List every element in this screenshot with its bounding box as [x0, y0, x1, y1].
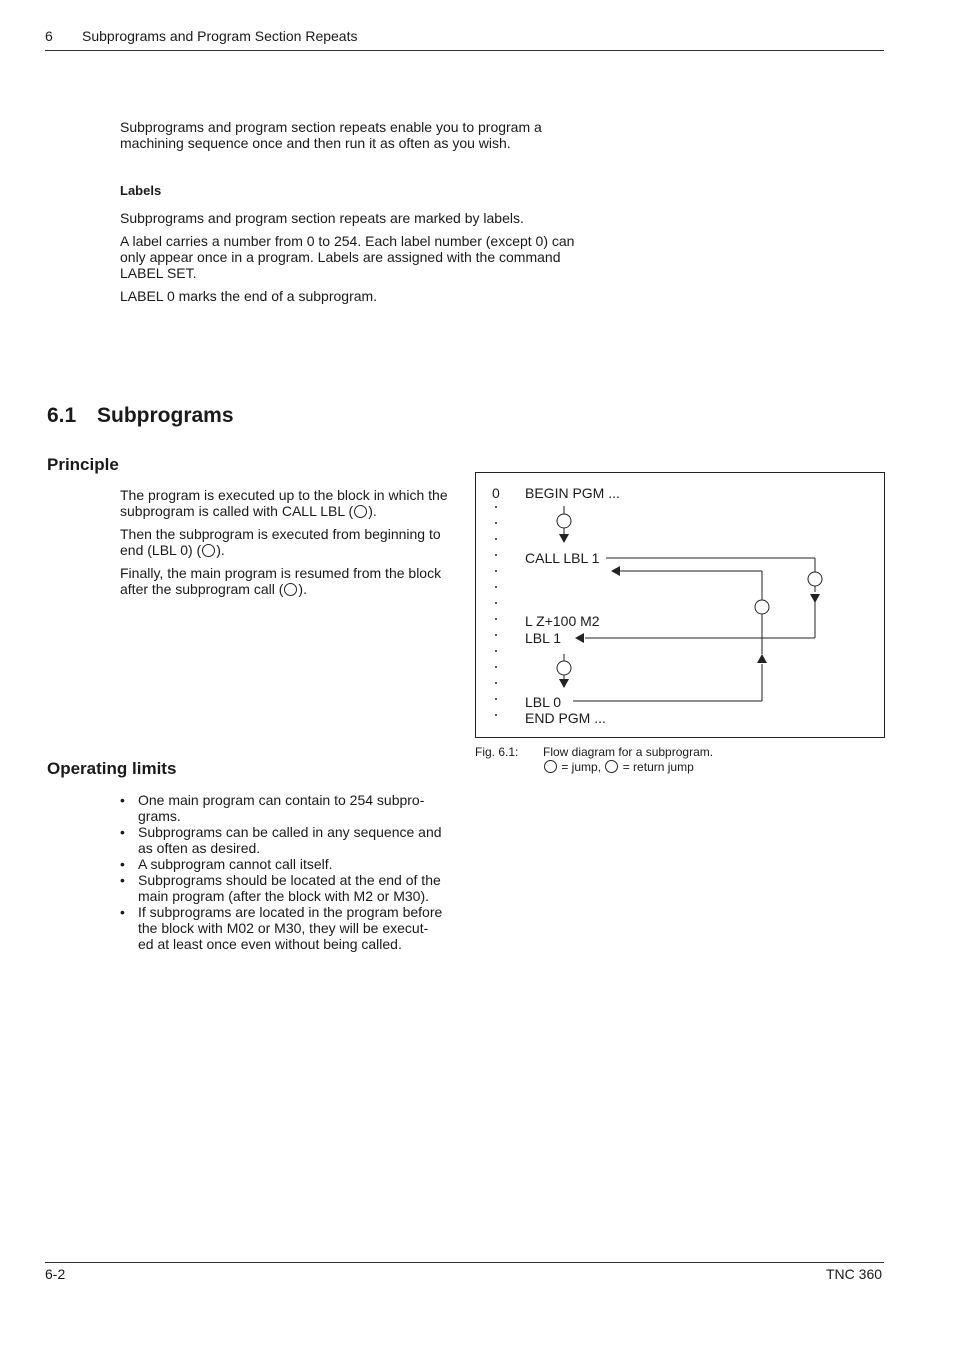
running-header-title: Subprograms and Program Section Repeats: [82, 28, 358, 44]
legend-jump: = jump,: [561, 760, 602, 774]
page-number: 6-2: [45, 1266, 66, 1282]
labels-paragraph-3: LABEL 0 marks the end of a subprogram.: [120, 288, 378, 304]
principle-paragraph-3: Finally, the main program is resumed from the block after the subprogram call ( ).: [120, 565, 442, 597]
principle-body: [120, 487, 460, 604]
legend-return: = return jump: [622, 760, 694, 774]
line-call-lbl: CALL LBL 1: [525, 550, 600, 566]
operating-limits-heading: Operating limits: [47, 759, 177, 778]
product-name: TNC 360: [826, 1266, 883, 1282]
labels-paragraph-1: Subprograms and program section repeats are marked by labels.: [120, 210, 524, 226]
return-circle-icon: [284, 583, 297, 596]
jump-circle-icon: [202, 544, 215, 557]
line-l-z: L Z+100 M2: [525, 613, 600, 629]
subprogram-flow-diagram: [475, 472, 885, 738]
list-item: • One main program can contain to 254 subpro- grams.: [120, 792, 460, 824]
footer-rule: [45, 1262, 884, 1263]
block-number-label: 0: [492, 485, 500, 501]
section-number: 6.1: [47, 404, 77, 427]
dotted-line-numbers: [495, 506, 497, 716]
caption-text: Flow diagram for a subprogram.: [543, 745, 714, 759]
caption-label: Fig. 6.1:: [475, 745, 519, 759]
list-item: • A subprogram cannot call itself.: [120, 856, 460, 872]
list-item: • If subprograms are located in the program before the block with M02 or M30, they will be execut- ed at least once even without being called.: [120, 904, 460, 952]
jump-circle-icon: [557, 514, 571, 528]
list-item: • Subprograms should be located at the end of the main program (after the block with M2 or M30).: [120, 872, 460, 904]
jump-circle-icon: [354, 505, 367, 518]
operating-limits-list: [120, 792, 460, 952]
figure-caption: [475, 745, 713, 775]
principle-paragraph-2: Then the subprogram is executed from beginning to end (LBL 0) ( ).: [120, 526, 441, 558]
labels-heading: Labels: [120, 183, 162, 198]
section-name: Subprograms: [97, 404, 234, 427]
labels-paragraph-2: A label carries a number from 0 to 254. Each label number (except 0) can only appear once in a program. Labels are assigned with the command LABEL SET.: [120, 233, 575, 281]
line-end-pgm: END PGM ...: [525, 710, 606, 726]
return-circle-icon: [605, 760, 618, 773]
intro-paragraph: Subprograms and program section repeats enable you to program a machining sequence once and then run it as often as you wish.: [120, 119, 542, 151]
labels-body: [120, 210, 595, 311]
line-lbl-1: LBL 1: [525, 630, 562, 646]
list-item: • Subprograms can be called in any sequence and as often as desired.: [120, 824, 460, 856]
jump-circle-icon: [557, 661, 571, 675]
return-circle-icon: [755, 600, 769, 614]
jump-circle-icon: [808, 572, 822, 586]
principle-heading: Principle: [47, 455, 119, 474]
line-begin-pgm: BEGIN PGM ...: [525, 485, 620, 501]
header-rule: [45, 50, 884, 51]
principle-paragraph-1: The program is executed up to the block in which the subprogram is called with CALL LBL ( ).: [120, 487, 448, 519]
section-title: [47, 404, 234, 428]
jump-circle-icon: [544, 760, 557, 773]
line-lbl-0: LBL 0: [525, 694, 562, 710]
chapter-number: 6: [45, 28, 53, 44]
